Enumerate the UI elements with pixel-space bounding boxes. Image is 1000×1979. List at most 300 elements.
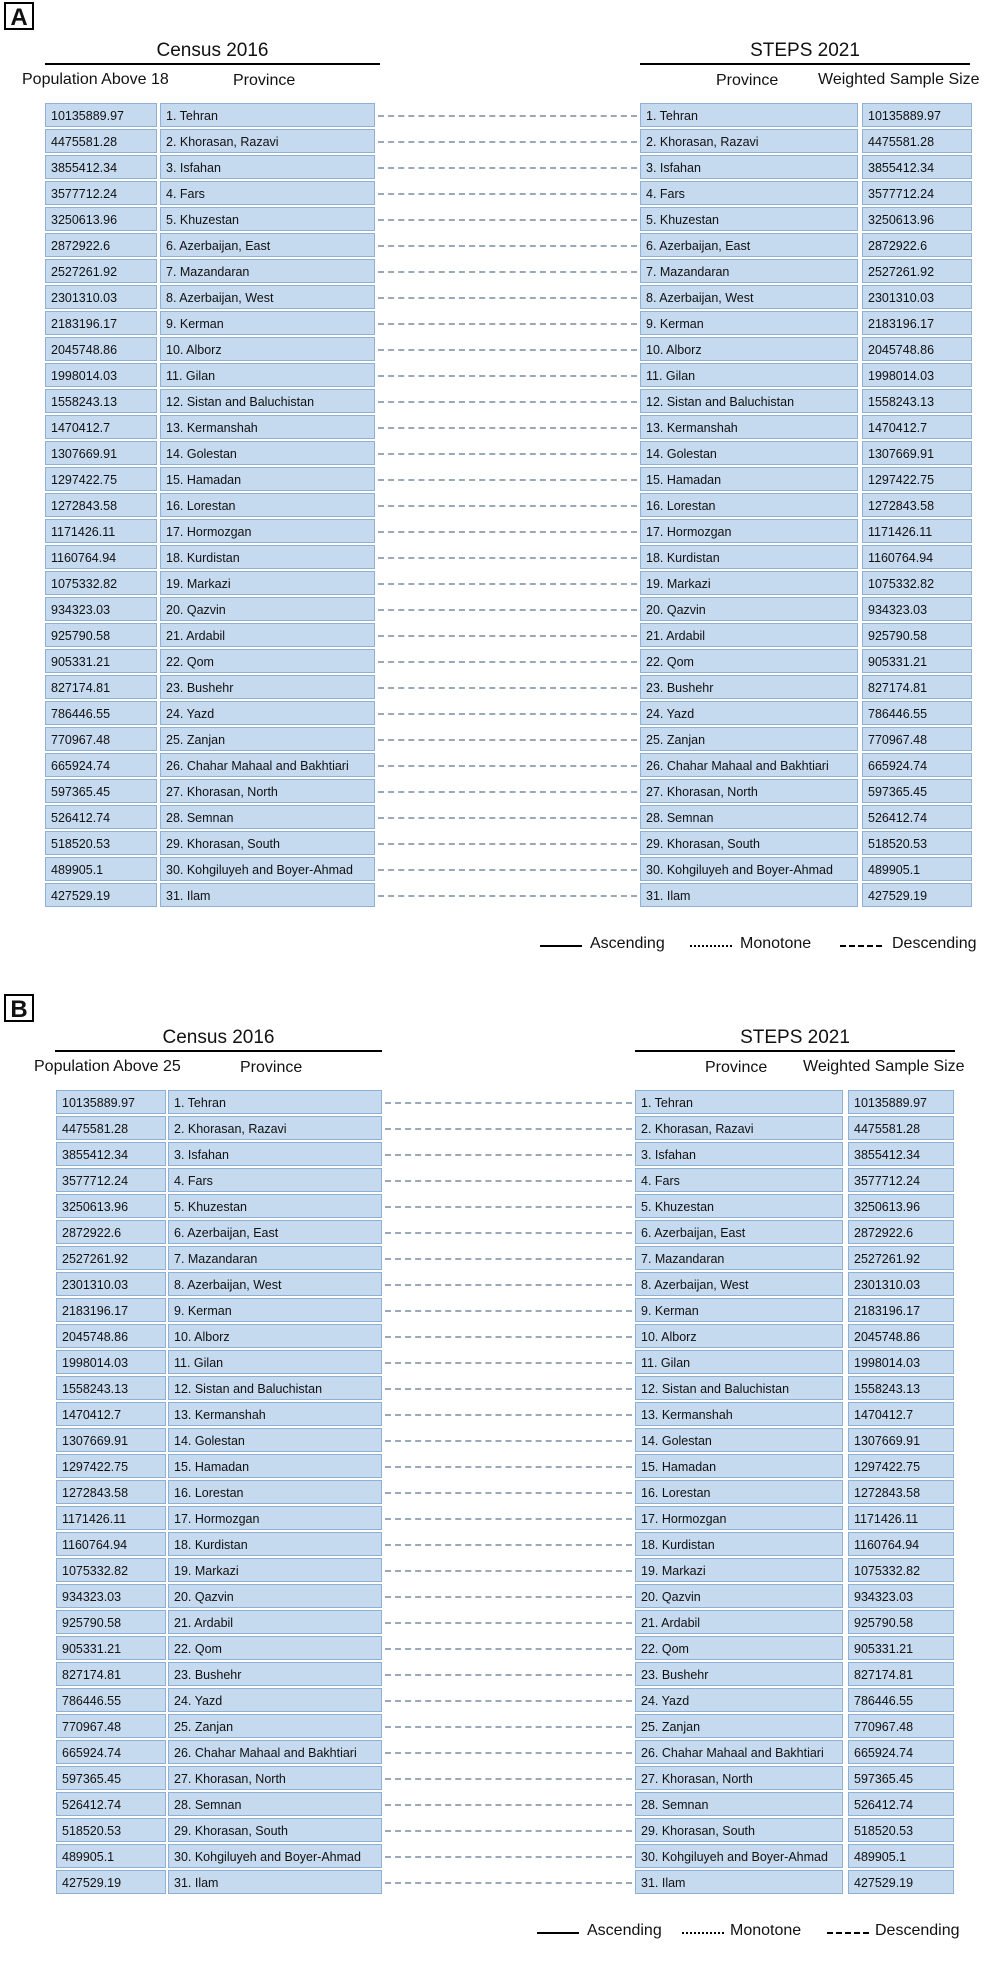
left-value-cell: 3577712.24 [56, 1168, 166, 1192]
left-province-cell: 20. Qazvin [160, 597, 375, 621]
table-row [0, 1584, 1000, 1610]
connector-line [385, 1206, 632, 1208]
right-province-cell: 18. Kurdistan [635, 1532, 843, 1556]
table-row [0, 1740, 1000, 1766]
right-province-cell: 10. Alborz [640, 337, 858, 361]
right-province-cell: 31. Ilam [640, 883, 858, 907]
left-value-cell: 3577712.24 [45, 181, 157, 205]
right-value-cell: 2045748.86 [862, 337, 972, 361]
right-value-cell: 10135889.97 [862, 103, 972, 127]
connector-line [378, 609, 637, 611]
connector-line [385, 1362, 632, 1364]
left-province-cell: 3. Isfahan [168, 1142, 382, 1166]
right-province-cell: 27. Khorasan, North [640, 779, 858, 803]
connector-line [378, 713, 637, 715]
left-value-cell: 1272843.58 [45, 493, 157, 517]
left-value-cell: 10135889.97 [45, 103, 157, 127]
table-row [0, 1116, 1000, 1142]
left-value-cell: 905331.21 [45, 649, 157, 673]
left-province-cell: 18. Kurdistan [168, 1532, 382, 1556]
left-value-cell: 934323.03 [56, 1584, 166, 1608]
right-province-cell: 29. Khorasan, South [640, 831, 858, 855]
table-row [0, 363, 1000, 389]
left-value-cell: 1307669.91 [45, 441, 157, 465]
right-province-cell: 7. Mazandaran [640, 259, 858, 283]
right-value-cell: 597365.45 [848, 1766, 954, 1790]
right-province-cell: 2. Khorasan, Razavi [640, 129, 858, 153]
right-value-cell: 905331.21 [862, 649, 972, 673]
left-province-cell: 11. Gilan [168, 1350, 382, 1374]
right-province-cell: 5. Khuzestan [635, 1194, 843, 1218]
connector-line [378, 349, 637, 351]
right-province-cell: 26. Chahar Mahaal and Bakhtiari [635, 1740, 843, 1764]
right-value-cell: 770967.48 [862, 727, 972, 751]
right-province-cell: 25. Zanjan [640, 727, 858, 751]
table-row [0, 727, 1000, 753]
left-value-cell: 786446.55 [56, 1688, 166, 1712]
legend-dotted-line [682, 1932, 724, 1934]
legend-monotone: Monotone [740, 935, 812, 952]
left-province-cell: 25. Zanjan [168, 1714, 382, 1738]
table-row [0, 493, 1000, 519]
table-row [0, 1402, 1000, 1428]
connector-line [378, 271, 637, 273]
right-value-cell: 2301310.03 [848, 1272, 954, 1296]
left-province-cell: 9. Kerman [168, 1298, 382, 1322]
right-value-cell: 518520.53 [862, 831, 972, 855]
right-value-cell: 4475581.28 [862, 129, 972, 153]
left-province-cell: 8. Azerbaijan, West [168, 1272, 382, 1296]
left-value-cell: 1272843.58 [56, 1480, 166, 1504]
left-value-cell: 2301310.03 [56, 1272, 166, 1296]
connector-line [385, 1466, 632, 1468]
left-province-cell: 1. Tehran [160, 103, 375, 127]
left-province-cell: 19. Markazi [160, 571, 375, 595]
right-province-header: Province [705, 1059, 768, 1076]
table-row [0, 1246, 1000, 1272]
left-province-cell: 24. Yazd [168, 1688, 382, 1712]
connector-line [378, 219, 637, 221]
left-value-cell: 925790.58 [45, 623, 157, 647]
right-value-cell: 2301310.03 [862, 285, 972, 309]
connector-line [385, 1518, 632, 1520]
connector-line [378, 115, 637, 117]
left-value-cell: 526412.74 [45, 805, 157, 829]
right-province-cell: 19. Markazi [635, 1558, 843, 1582]
table-row [0, 1454, 1000, 1480]
right-title-underline [635, 1050, 955, 1052]
table-row [0, 1376, 1000, 1402]
left-province-cell: 25. Zanjan [160, 727, 375, 751]
connector-line [378, 297, 637, 299]
table-row [0, 1298, 1000, 1324]
right-province-cell: 8. Azerbaijan, West [640, 285, 858, 309]
left-value-cell: 4475581.28 [56, 1116, 166, 1140]
right-value-cell: 1470412.7 [848, 1402, 954, 1426]
right-province-cell: 3. Isfahan [640, 155, 858, 179]
table-row [0, 415, 1000, 441]
left-value-cell: 4475581.28 [45, 129, 157, 153]
right-province-cell: 9. Kerman [635, 1298, 843, 1322]
table-row [0, 701, 1000, 727]
right-value-header: Weighted Sample Size [818, 71, 980, 88]
right-value-cell: 526412.74 [848, 1792, 954, 1816]
right-province-cell: 13. Kermanshah [635, 1402, 843, 1426]
right-value-cell: 489905.1 [848, 1844, 954, 1868]
table-row [0, 1844, 1000, 1870]
left-value-cell: 427529.19 [45, 883, 157, 907]
right-province-cell: 2. Khorasan, Razavi [635, 1116, 843, 1140]
left-value-cell: 1171426.11 [56, 1506, 166, 1530]
right-province-cell: 21. Ardabil [640, 623, 858, 647]
left-value-cell: 3250613.96 [45, 207, 157, 231]
table-row [0, 675, 1000, 701]
right-value-cell: 526412.74 [862, 805, 972, 829]
left-province-cell: 12. Sistan and Baluchistan [160, 389, 375, 413]
right-province-cell: 11. Gilan [635, 1350, 843, 1374]
left-province-cell: 5. Khuzestan [160, 207, 375, 231]
right-province-cell: 20. Qazvin [635, 1584, 843, 1608]
legend-dotted-line [690, 945, 732, 947]
left-province-cell: 21. Ardabil [160, 623, 375, 647]
left-province-cell: 26. Chahar Mahaal and Bakhtiari [160, 753, 375, 777]
connector-line [385, 1778, 632, 1780]
table-row [0, 1870, 1000, 1896]
table-row [0, 1818, 1000, 1844]
right-province-cell: 15. Hamadan [635, 1454, 843, 1478]
left-value-cell: 2183196.17 [56, 1298, 166, 1322]
left-value-cell: 786446.55 [45, 701, 157, 725]
right-province-cell: 22. Qom [640, 649, 858, 673]
connector-line [378, 401, 637, 403]
legend [537, 1922, 997, 1946]
right-value-cell: 786446.55 [848, 1688, 954, 1712]
left-value-cell: 934323.03 [45, 597, 157, 621]
right-value-cell: 1297422.75 [862, 467, 972, 491]
connector-line [378, 765, 637, 767]
connector-line [378, 375, 637, 377]
right-value-cell: 2045748.86 [848, 1324, 954, 1348]
right-province-cell: 3. Isfahan [635, 1142, 843, 1166]
left-value-cell: 489905.1 [45, 857, 157, 881]
connector-line [378, 427, 637, 429]
connector-line [385, 1622, 632, 1624]
right-value-cell: 427529.19 [848, 1870, 954, 1894]
table-row [0, 883, 1000, 909]
left-province-cell: 6. Azerbaijan, East [160, 233, 375, 257]
left-value-cell: 518520.53 [56, 1818, 166, 1842]
connector-line [385, 1830, 632, 1832]
left-value-cell: 1998014.03 [45, 363, 157, 387]
right-value-cell: 2183196.17 [862, 311, 972, 335]
right-province-cell: 9. Kerman [640, 311, 858, 335]
table-row [0, 311, 1000, 337]
right-province-cell: 6. Azerbaijan, East [640, 233, 858, 257]
legend-descending: Descending [875, 1922, 960, 1939]
right-province-cell: 13. Kermanshah [640, 415, 858, 439]
right-province-cell: 4. Fars [635, 1168, 843, 1192]
table-row [0, 779, 1000, 805]
right-value-cell: 3250613.96 [862, 207, 972, 231]
left-province-cell: 7. Mazandaran [168, 1246, 382, 1270]
connector-line [385, 1674, 632, 1676]
left-province-cell: 27. Khorasan, North [160, 779, 375, 803]
connector-line [378, 167, 637, 169]
left-province-cell: 23. Bushehr [168, 1662, 382, 1686]
left-province-cell: 28. Semnan [160, 805, 375, 829]
left-province-cell: 8. Azerbaijan, West [160, 285, 375, 309]
left-province-cell: 30. Kohgiluyeh and Boyer-Ahmad [160, 857, 375, 881]
connector-line [385, 1258, 632, 1260]
panel-a [0, 0, 1000, 985]
connector-line [385, 1648, 632, 1650]
left-province-cell: 2. Khorasan, Razavi [160, 129, 375, 153]
right-province-cell: 14. Golestan [635, 1428, 843, 1452]
left-value-cell: 770967.48 [45, 727, 157, 751]
left-province-cell: 29. Khorasan, South [160, 831, 375, 855]
left-province-cell: 31. Ilam [160, 883, 375, 907]
table-row [0, 519, 1000, 545]
left-province-cell: 14. Golestan [160, 441, 375, 465]
left-province-cell: 4. Fars [168, 1168, 382, 1192]
left-value-cell: 1171426.11 [45, 519, 157, 543]
right-province-cell: 14. Golestan [640, 441, 858, 465]
connector-line [385, 1414, 632, 1416]
right-province-cell: 31. Ilam [635, 1870, 843, 1894]
left-value-cell: 2872922.6 [56, 1220, 166, 1244]
right-value-cell: 1998014.03 [862, 363, 972, 387]
left-value-header: Population Above 25 [34, 1058, 181, 1075]
left-value-cell: 2527261.92 [56, 1246, 166, 1270]
left-value-cell: 1160764.94 [56, 1532, 166, 1556]
right-province-cell: 23. Bushehr [640, 675, 858, 699]
right-value-cell: 1075332.82 [848, 1558, 954, 1582]
right-value-cell: 3855412.34 [862, 155, 972, 179]
left-value-cell: 2872922.6 [45, 233, 157, 257]
right-value-cell: 2527261.92 [848, 1246, 954, 1270]
table-row [0, 1792, 1000, 1818]
right-province-cell: 17. Hormozgan [640, 519, 858, 543]
left-province-cell: 2. Khorasan, Razavi [168, 1116, 382, 1140]
connector-line [378, 557, 637, 559]
table-row [0, 1662, 1000, 1688]
legend [540, 935, 1000, 959]
left-province-cell: 11. Gilan [160, 363, 375, 387]
connector-line [378, 583, 637, 585]
right-value-cell: 597365.45 [862, 779, 972, 803]
connector-line [378, 661, 637, 663]
connector-line [385, 1726, 632, 1728]
right-province-cell: 30. Kohgiluyeh and Boyer-Ahmad [640, 857, 858, 881]
right-title: STEPS 2021 [750, 40, 860, 61]
left-value-cell: 665924.74 [56, 1740, 166, 1764]
right-province-cell: 28. Semnan [640, 805, 858, 829]
left-province-cell: 17. Hormozgan [160, 519, 375, 543]
right-province-cell: 26. Chahar Mahaal and Bakhtiari [640, 753, 858, 777]
left-province-cell: 12. Sistan and Baluchistan [168, 1376, 382, 1400]
left-value-cell: 1307669.91 [56, 1428, 166, 1452]
left-province-cell: 16. Lorestan [160, 493, 375, 517]
left-value-cell: 1998014.03 [56, 1350, 166, 1374]
right-province-cell: 7. Mazandaran [635, 1246, 843, 1270]
table-row [0, 1142, 1000, 1168]
left-province-cell: 30. Kohgiluyeh and Boyer-Ahmad [168, 1844, 382, 1868]
right-province-cell: 30. Kohgiluyeh and Boyer-Ahmad [635, 1844, 843, 1868]
connector-line [378, 245, 637, 247]
right-value-cell: 3577712.24 [862, 181, 972, 205]
right-value-cell: 2872922.6 [848, 1220, 954, 1244]
panel-label: A [4, 2, 34, 30]
connector-line [378, 323, 637, 325]
legend-monotone: Monotone [730, 1922, 802, 1939]
table-row [0, 285, 1000, 311]
legend-dashed-line [840, 945, 882, 947]
left-province-cell: 6. Azerbaijan, East [168, 1220, 382, 1244]
table-row [0, 1610, 1000, 1636]
right-province-cell: 10. Alborz [635, 1324, 843, 1348]
right-value-cell: 489905.1 [862, 857, 972, 881]
right-value-cell: 10135889.97 [848, 1090, 954, 1114]
left-province-cell: 20. Qazvin [168, 1584, 382, 1608]
connector-line [378, 739, 637, 741]
left-value-cell: 3250613.96 [56, 1194, 166, 1218]
connector-line [378, 531, 637, 533]
right-value-cell: 1160764.94 [848, 1532, 954, 1556]
right-province-cell: 19. Markazi [640, 571, 858, 595]
panel-label: B [4, 994, 34, 1022]
right-province-cell: 11. Gilan [640, 363, 858, 387]
left-province-cell: 14. Golestan [168, 1428, 382, 1452]
right-value-cell: 925790.58 [862, 623, 972, 647]
connector-line [378, 843, 637, 845]
panel-b [0, 992, 1000, 1979]
table-row [0, 1168, 1000, 1194]
connector-line [378, 791, 637, 793]
connector-line [378, 141, 637, 143]
right-value-cell: 827174.81 [848, 1662, 954, 1686]
connector-line [378, 869, 637, 871]
connector-line [385, 1882, 632, 1884]
left-value-cell: 827174.81 [45, 675, 157, 699]
left-province-cell: 10. Alborz [168, 1324, 382, 1348]
right-title-underline [640, 63, 970, 65]
right-value-cell: 1558243.13 [848, 1376, 954, 1400]
right-value-cell: 786446.55 [862, 701, 972, 725]
right-value-cell: 518520.53 [848, 1818, 954, 1842]
right-value-cell: 1272843.58 [862, 493, 972, 517]
right-value-cell: 1998014.03 [848, 1350, 954, 1374]
right-province-cell: 21. Ardabil [635, 1610, 843, 1634]
table-row [0, 1766, 1000, 1792]
connector-line [385, 1440, 632, 1442]
connector-line [385, 1232, 632, 1234]
right-province-cell: 25. Zanjan [635, 1714, 843, 1738]
left-value-cell: 1558243.13 [56, 1376, 166, 1400]
table-row [0, 1350, 1000, 1376]
right-value-cell: 3577712.24 [848, 1168, 954, 1192]
left-province-cell: 4. Fars [160, 181, 375, 205]
right-value-cell: 2872922.6 [862, 233, 972, 257]
table-row [0, 1506, 1000, 1532]
right-province-cell: 24. Yazd [635, 1688, 843, 1712]
left-value-cell: 3855412.34 [45, 155, 157, 179]
left-value-cell: 1558243.13 [45, 389, 157, 413]
right-value-cell: 427529.19 [862, 883, 972, 907]
left-province-cell: 15. Hamadan [168, 1454, 382, 1478]
left-province-cell: 27. Khorasan, North [168, 1766, 382, 1790]
right-value-cell: 925790.58 [848, 1610, 954, 1634]
left-value-cell: 1470412.7 [45, 415, 157, 439]
right-province-cell: 1. Tehran [640, 103, 858, 127]
table-row [0, 1324, 1000, 1350]
table-row [0, 467, 1000, 493]
connector-line [385, 1128, 632, 1130]
left-value-cell: 665924.74 [45, 753, 157, 777]
right-province-cell: 15. Hamadan [640, 467, 858, 491]
left-province-cell: 22. Qom [168, 1636, 382, 1660]
connector-line [378, 635, 637, 637]
right-province-cell: 16. Lorestan [640, 493, 858, 517]
right-value-cell: 1171426.11 [862, 519, 972, 543]
table-row [0, 103, 1000, 129]
right-province-cell: 29. Khorasan, South [635, 1818, 843, 1842]
left-province-cell: 10. Alborz [160, 337, 375, 361]
legend-dashed-line [827, 1932, 869, 1934]
table-row [0, 129, 1000, 155]
left-province-cell: 13. Kermanshah [160, 415, 375, 439]
left-value-cell: 1160764.94 [45, 545, 157, 569]
left-value-cell: 2045748.86 [56, 1324, 166, 1348]
left-title: Census 2016 [162, 1027, 275, 1048]
left-province-cell: 16. Lorestan [168, 1480, 382, 1504]
left-value-cell: 597365.45 [56, 1766, 166, 1790]
left-province-header: Province [240, 1059, 303, 1076]
right-province-cell: 6. Azerbaijan, East [635, 1220, 843, 1244]
table-row [0, 1688, 1000, 1714]
connector-line [378, 895, 637, 897]
left-province-cell: 28. Semnan [168, 1792, 382, 1816]
left-title-underline [45, 63, 380, 65]
table-row [0, 337, 1000, 363]
right-value-cell: 665924.74 [862, 753, 972, 777]
right-province-cell: 20. Qazvin [640, 597, 858, 621]
left-province-header: Province [233, 72, 296, 89]
table-row [0, 805, 1000, 831]
right-value-cell: 827174.81 [862, 675, 972, 699]
right-province-cell: 4. Fars [640, 181, 858, 205]
left-province-cell: 24. Yazd [160, 701, 375, 725]
legend-ascending: Ascending [590, 935, 665, 952]
right-province-cell: 22. Qom [635, 1636, 843, 1660]
table-row [0, 1428, 1000, 1454]
left-value-cell: 597365.45 [45, 779, 157, 803]
left-value-cell: 925790.58 [56, 1610, 166, 1634]
left-value-cell: 905331.21 [56, 1636, 166, 1660]
right-province-cell: 28. Semnan [635, 1792, 843, 1816]
table-row [0, 571, 1000, 597]
right-value-cell: 665924.74 [848, 1740, 954, 1764]
left-value-cell: 2045748.86 [45, 337, 157, 361]
left-province-cell: 18. Kurdistan [160, 545, 375, 569]
left-province-cell: 17. Hormozgan [168, 1506, 382, 1530]
table-row [0, 857, 1000, 883]
left-value-cell: 2183196.17 [45, 311, 157, 335]
connector-line [378, 505, 637, 507]
connector-line [378, 479, 637, 481]
left-value-cell: 489905.1 [56, 1844, 166, 1868]
left-province-cell: 1. Tehran [168, 1090, 382, 1114]
right-value-cell: 4475581.28 [848, 1116, 954, 1140]
